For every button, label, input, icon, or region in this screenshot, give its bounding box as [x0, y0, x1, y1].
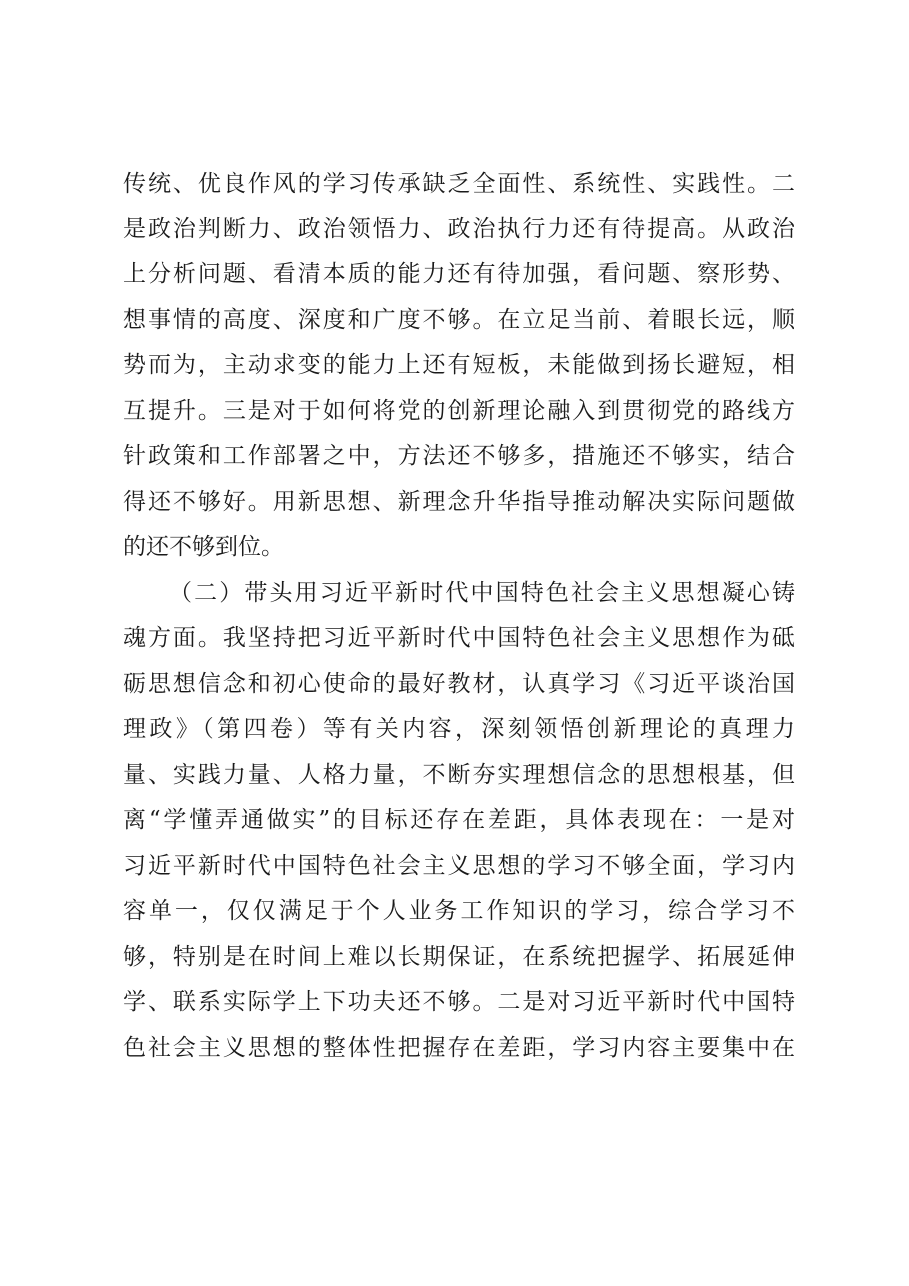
paragraph-line: 想事情的高度、深度和广度不够。在立足当前、着眼长远，顺: [123, 307, 795, 333]
paragraph-line: 离“学懂弄通做实”的目标还存在差距，具体表现在：一是对: [123, 807, 795, 833]
paragraph-line: 色社会主义思想的整体性把握存在差距，学习内容主要集中在: [123, 1035, 795, 1061]
paragraph-line: 得还不够好。用新思想、新理念升华指导推动解决实际问题做: [123, 489, 795, 515]
section-heading-line: （二）带头用习近平新时代中国特色社会主义思想凝心铸: [169, 580, 795, 606]
paragraph-line: 够，特别是在时间上难以长期保证，在系统把握学、拓展延伸: [123, 944, 795, 970]
paragraph-line: 是政治判断力、政治领悟力、政治执行力还有待提高。从政治: [123, 216, 795, 242]
paragraph-line: 的还不够到位。: [123, 534, 284, 560]
paragraph-line: 上分析问题、看清本质的能力还有待加强，看问题、察形势、: [123, 261, 795, 287]
paragraph-line: 理政》（第四卷）等有关内容，深刻领悟创新理论的真理力: [123, 716, 795, 742]
paragraph-line: 针政策和工作部署之中，方法还不够多，措施还不够实，结合: [123, 443, 795, 469]
paragraph-line: 势而为，主动求变的能力上还有短板，未能做到扬长避短，相: [123, 352, 795, 378]
paragraph-line: 容单一，仅仅满足于个人业务工作知识的学习，综合学习不: [123, 898, 795, 924]
paragraph-line: 量、实践力量、人格力量，不断夯实理想信念的思想根基，但: [123, 762, 795, 788]
paragraph-line: 魂方面。我坚持把习近平新时代中国特色社会主义思想作为砥: [123, 625, 795, 651]
paragraph-line: 互提升。三是对于如何将党的创新理论融入到贯彻党的路线方: [123, 398, 795, 424]
paragraph-line: 砺思想信念和初心使命的最好教材，认真学习《习近平谈治国: [123, 671, 795, 697]
paragraph-line: 习近平新时代中国特色社会主义思想的学习不够全面，学习内: [123, 853, 795, 879]
paragraph-line: 学、联系实际学上下功夫还不够。二是对习近平新时代中国特: [123, 989, 795, 1015]
paragraph-line: 传统、优良作风的学习传承缺乏全面性、系统性、实践性。二: [123, 171, 795, 197]
